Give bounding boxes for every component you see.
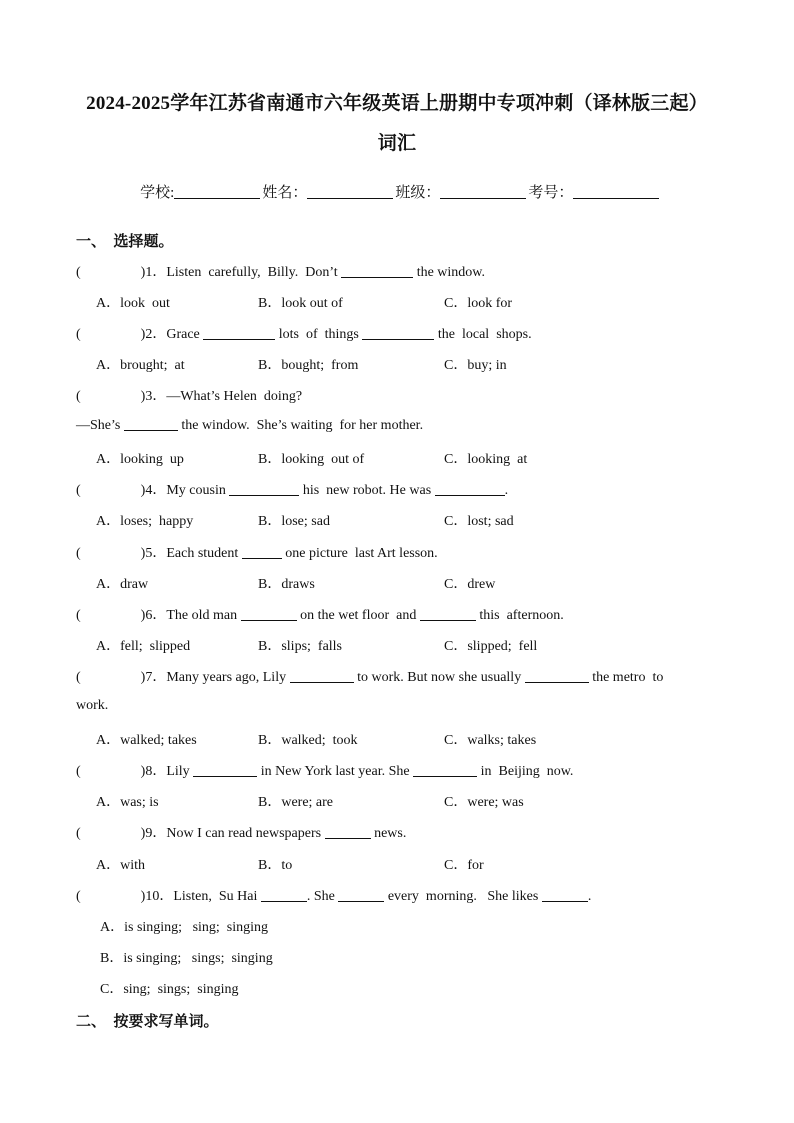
question-4: ( )4．My cousin his new robot. He was .: [76, 483, 509, 498]
q7-option-c: C．walks; takes: [444, 733, 537, 748]
paren[interactable]: ( ): [76, 389, 146, 404]
name-blank[interactable]: [307, 184, 393, 199]
q9-option-b: B．to: [258, 858, 293, 873]
q6-option-c: C．slipped; fell: [444, 639, 538, 654]
paren[interactable]: ( ): [76, 826, 146, 841]
page-subtitle: 词汇: [377, 133, 417, 154]
q8-option-c: C．were; was: [444, 795, 524, 810]
answer-blank[interactable]: [525, 669, 589, 683]
paren[interactable]: ( ): [76, 546, 146, 561]
exam-no-label: 考号：: [528, 185, 574, 201]
q10-option-c: C．sing; sings; singing: [100, 982, 239, 997]
answer-blank[interactable]: [124, 417, 178, 431]
q8-option-a: A．was; is: [96, 795, 159, 810]
q10-option-a: A．is singing; sing; singing: [100, 920, 269, 935]
answer-blank[interactable]: [325, 825, 371, 839]
answer-blank[interactable]: [341, 264, 413, 278]
school-blank[interactable]: [174, 184, 260, 199]
question-9: ( )9．Now I can read newspapers news.: [76, 826, 407, 841]
exam-no-blank[interactable]: [573, 184, 659, 199]
q1-option-b: B．look out of: [258, 296, 343, 311]
student-info-line: [0, 164, 794, 202]
answer-blank[interactable]: [413, 763, 477, 777]
q1-option-a: A．look out: [96, 296, 170, 311]
q8-option-b: B．were; are: [258, 795, 334, 810]
paren[interactable]: ( ): [76, 764, 146, 779]
answer-blank[interactable]: [362, 326, 434, 340]
section-two-heading: 二、 按要求写单词。: [76, 1014, 219, 1030]
paren[interactable]: ( ): [76, 670, 146, 685]
class-blank[interactable]: [440, 184, 526, 199]
q6-option-b: B．slips; falls: [258, 639, 343, 654]
question-3-line2: —She’s the window. She’s waiting for her mother.: [76, 418, 424, 433]
answer-blank[interactable]: [241, 607, 297, 621]
question-8: ( )8．Lily in New York last year. She in Beijing now.: [76, 764, 574, 779]
q7-option-b: B．walked; took: [258, 733, 358, 748]
section-one-heading: 一、 选择题。: [76, 234, 174, 250]
q3-option-c: C．looking at: [444, 452, 528, 467]
answer-blank[interactable]: [290, 669, 354, 683]
q4-option-a: A．loses; happy: [96, 514, 194, 529]
q7-option-a: A．walked; takes: [96, 733, 197, 748]
question-2: ( )2．Grace lots of things the local shops.: [76, 327, 532, 342]
q5-option-b: B．draws: [258, 577, 315, 592]
page-title: 2024-2025学年江苏省南通市六年级英语上册期中专项冲刺（译林版三起）: [86, 93, 708, 114]
question-6: ( )6．The old man on the wet floor and this afternoon.: [76, 608, 564, 623]
answer-blank[interactable]: [193, 763, 257, 777]
paren[interactable]: ( ): [76, 608, 146, 623]
q1-option-c: C．look for: [444, 296, 513, 311]
answer-blank[interactable]: [261, 888, 307, 902]
answer-blank[interactable]: [542, 888, 588, 902]
answer-blank[interactable]: [203, 326, 275, 340]
class-label: 班级：: [395, 185, 441, 201]
answer-blank[interactable]: [338, 888, 384, 902]
paren[interactable]: ( ): [76, 327, 146, 342]
name-label: 姓名：: [262, 185, 308, 201]
question-5: ( )5．Each student one picture last Art lesson.: [76, 546, 438, 561]
q6-option-a: A．fell; slipped: [96, 639, 191, 654]
q5-option-c: C．drew: [444, 577, 496, 592]
paren[interactable]: ( ): [76, 483, 146, 498]
answer-blank[interactable]: [242, 545, 282, 559]
q2-option-b: B．bought; from: [258, 358, 359, 373]
answer-blank[interactable]: [229, 482, 299, 496]
q4-option-c: C．lost; sad: [444, 514, 514, 529]
q2-option-c: C．buy; in: [444, 358, 507, 373]
q5-option-a: A．draw: [96, 577, 149, 592]
question-7-continued: work.: [76, 698, 109, 713]
q3-option-a: A．looking up: [96, 452, 184, 467]
q4-option-b: B．lose; sad: [258, 514, 330, 529]
q2-option-a: A．brought; at: [96, 358, 185, 373]
question-7: ( )7．Many years ago, Lily to work. But now she usually the metro to: [76, 670, 664, 685]
school-label: 学校:: [140, 185, 175, 201]
paren[interactable]: ( ): [76, 265, 146, 280]
answer-blank[interactable]: [420, 607, 476, 621]
q9-option-c: C．for: [444, 858, 484, 873]
question-3: ( )3．—What’s Helen doing?: [76, 389, 303, 404]
question-1: ( )1．Listen carefully, Billy. Don’t the window.: [76, 265, 485, 280]
question-10: ( )10．Listen, Su Hai . She every morning. She likes .: [76, 889, 592, 904]
q10-option-b: B．is singing; sings; singing: [100, 951, 273, 966]
answer-blank[interactable]: [435, 482, 505, 496]
q3-option-b: B．looking out of: [258, 452, 365, 467]
paren[interactable]: ( ): [76, 889, 146, 904]
q9-option-a: A．with: [96, 858, 145, 873]
